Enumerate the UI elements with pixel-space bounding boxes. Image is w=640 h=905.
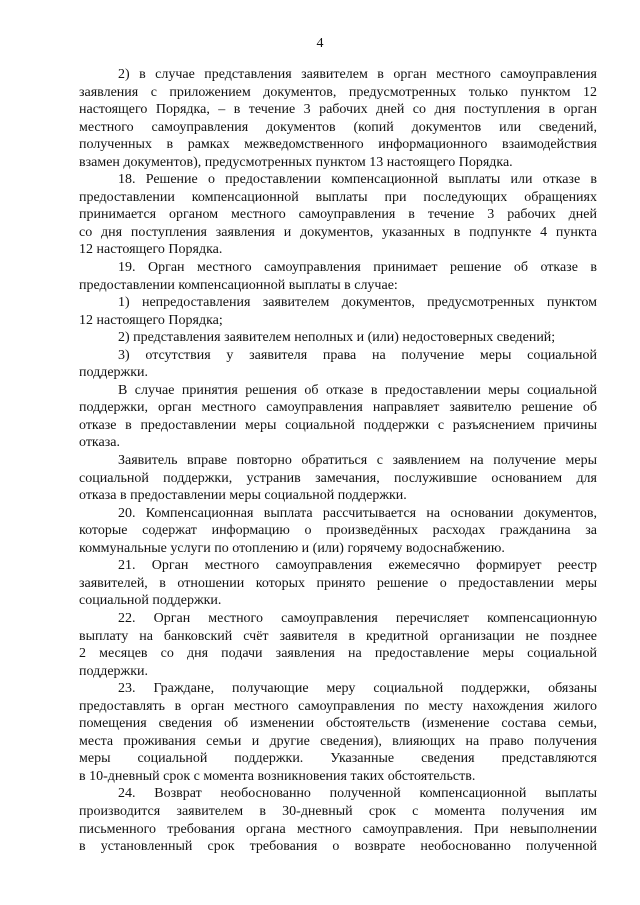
text-line [79,399,597,417]
paragraph [79,171,597,259]
text-line [79,84,597,102]
line-text: местного самоуправления документов (копий документов или сведений, [79,119,597,135]
paragraph [79,680,597,785]
line-text: взамен документов), предусмотренных пунктом 13 настоящего Порядка. [79,154,513,170]
text-line [79,312,597,330]
paragraph [79,66,597,171]
paragraph [79,259,597,294]
line-text: 2) в случае представления заявителем в орган местного самоуправления [118,67,597,82]
text-line [79,540,597,558]
line-text: 22. Орган местного самоуправления перечисляет компенсационную [118,610,597,626]
line-text: настоящего Порядка, – в течение 3 рабочих дней со дня поступления в орган [79,102,597,118]
line-text: со дня поступления заявления и документов, указанных в подпункте 4 пункта [79,224,597,240]
text-line [79,382,597,400]
text-line [79,189,597,207]
text-line [79,294,597,312]
text-line [79,575,597,593]
document-body [79,66,597,856]
text-line [79,66,597,84]
paragraph [79,347,597,382]
text-line [79,821,597,839]
line-text: заявителей, в отношении которых принято решение о предоставлении меры [79,575,597,591]
text-line [79,663,597,681]
line-text: В случае принятия решения об отказе в предоставлении меры социальной [118,382,597,398]
text-line [79,434,597,452]
line-text: 18. Решение о предоставлении компенсационной выплаты или отказе в [118,172,597,188]
text-line [79,154,597,172]
text-line [79,241,597,259]
text-line [79,698,597,716]
page-number: 4 [316,36,324,51]
text-line [79,470,597,488]
paragraph [79,329,597,347]
text-line [79,224,597,242]
line-text: социальной поддержки, устранив замечания, послужившие основанием для [79,470,597,486]
line-text: 24. Возврат необоснованно полученной компенсационной выплаты [118,786,597,802]
line-text: поддержки. [79,365,149,381]
text-line [79,101,597,119]
text-line [79,136,597,154]
line-text: 1) непредоставления заявителем документов, предусмотренных пунктом [118,295,597,311]
line-text: письменного требования органа местного самоуправления. При невыполнении [79,821,597,837]
text-line [79,206,597,224]
paragraph [79,785,597,855]
text-line [79,715,597,733]
paragraph [79,557,597,610]
text-line [79,364,597,382]
text-line [79,750,597,768]
text-line [79,733,597,751]
line-text: в 10-дневный срок с момента возникновения таких обстоятельств. [79,768,476,784]
line-text: места проживания семьи и другие сведения), влияющих на право получения [79,733,597,749]
line-text: поддержки, орган местного самоуправления направляет заявителю решение об [79,400,597,416]
line-text: 3) отсутствия у заявителя права на получение меры социальной [118,347,597,363]
line-text: предоставлении компенсационной выплаты при последующих обращениях [79,189,597,205]
paragraph [79,382,597,452]
text-line [79,645,597,663]
line-text: меры социальной поддержки. Указанные сведения представляются [79,751,597,767]
line-text: коммунальные услуги по отоплению и (или) горячему водоснабжению. [79,540,505,556]
line-text: 2) представления заявителем неполных и (или) недостоверных сведений; [118,330,556,346]
text-line [79,452,597,470]
line-text: 2 месяцев со дня подачи заявления на предоставление меры социальной [79,646,597,662]
text-line [79,785,597,803]
text-line [79,522,597,540]
line-text: выплату на банковский счёт заявителя в кредитной организации не позднее [79,628,597,644]
line-text: 12 настоящего Порядка; [79,312,223,328]
text-line [79,277,597,295]
line-text: отказа. [79,435,120,451]
line-text: заявления с приложением документов, предусмотренных только пунктом 12 [79,84,597,100]
line-text: поддержки. [79,663,149,679]
line-text: предоставлении компенсационной выплаты в случае: [79,277,398,293]
line-text: которые содержат информацию о произведённых расходах гражданина за [79,523,597,539]
line-text: социальной поддержки. [79,593,222,609]
text-line [79,628,597,646]
text-line [79,838,597,856]
line-text: в установленный срок требования о возврате необоснованно полученной [79,839,597,855]
text-line [79,347,597,365]
line-text: принимается органом местного самоуправления в течение 3 рабочих дней [79,207,597,223]
text-line [79,505,597,523]
text-line [79,610,597,628]
paragraph [79,294,597,329]
text-line [79,768,597,786]
text-line [79,680,597,698]
line-text: предоставлять в орган местного самоуправления по месту нахождения жилого [79,698,597,714]
line-text: 12 настоящего Порядка. [79,242,223,258]
line-text: 21. Орган местного самоуправления ежемесячно формирует реестр [118,558,597,574]
line-text: 19. Орган местного самоуправления принимает решение об отказе в [118,260,597,276]
text-line [79,592,597,610]
text-line [79,171,597,189]
paragraph [79,505,597,558]
text-line [79,417,597,435]
paragraph [79,610,597,680]
text-line [79,803,597,821]
text-line [79,329,597,347]
text-line [79,119,597,137]
line-text: Заявитель вправе повторно обратиться с заявлением на получение меры [118,453,597,469]
line-text: производится заявителем в 30-дневный срок с момента получения им [79,803,597,819]
text-line [79,259,597,277]
text-line [79,557,597,575]
line-text: полученных в рамках межведомственного информационного взаимодействия [79,137,597,153]
line-text: 20. Компенсационная выплата рассчитывается на основании документов, [118,505,597,521]
line-text: 23. Граждане, получающие меру социальной поддержки, обязаны [118,681,597,697]
line-text: помещения сведения об изменении обстоятельств (изменение состава семьи, [79,716,597,732]
line-text: отказе в предоставлении меры социальной поддержки с разъяснением причины [79,417,597,433]
text-line [79,487,597,505]
line-text: отказа в предоставлении меры социальной поддержки. [79,488,407,504]
paragraph [79,452,597,505]
